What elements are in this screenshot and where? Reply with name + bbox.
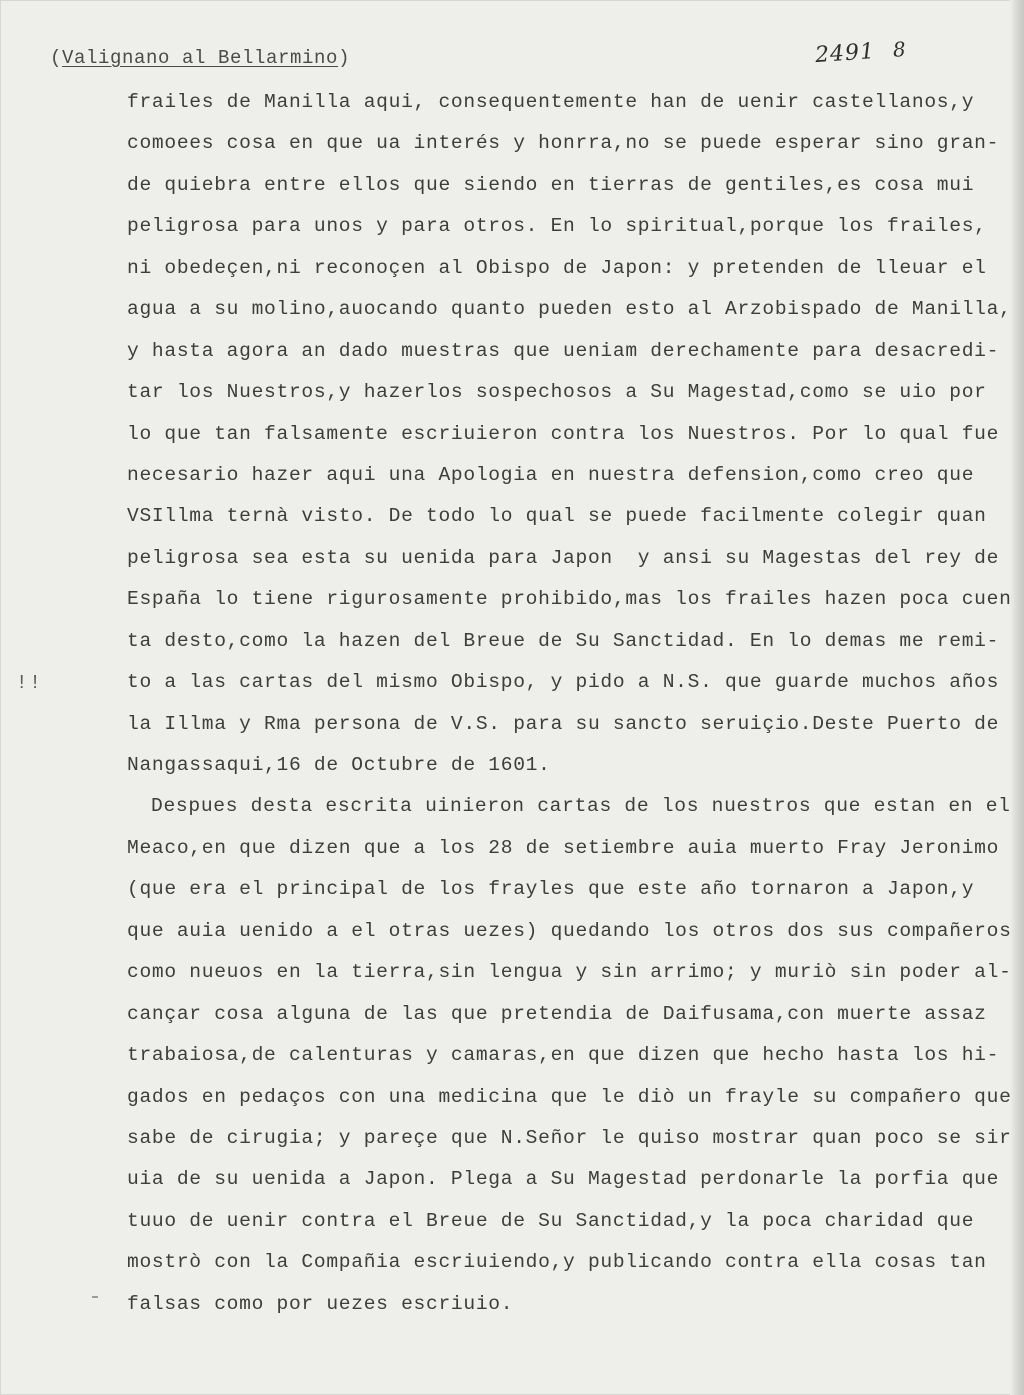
text-line: ta desto,como la hazen del Breue de Su Sanctidad. En lo demas me remi- <box>127 629 1000 652</box>
text-line: tar los Nuestros,y hazerlos sospechosos a Su Magestad,como se uio por <box>127 381 987 404</box>
text-line: Meaco,en que dizen que a los 28 de setiembre auia muerto Fray Jeronimo <box>127 836 1000 859</box>
text-line: necesario hazer aqui una Apologia en nuestra defension,como creo que <box>127 463 975 486</box>
ink-speck <box>92 1296 98 1298</box>
text-line: uia de su uenida a Japon. Plega a Su Magestad perdonarle la porfia que <box>127 1168 1000 1191</box>
text-line: peligrosa sea esta su uenida para Japon y ansi su Magestas del rey de <box>127 546 1000 569</box>
text-line: peligrosa para unos y para otros. En lo spiritual,porque los frailes, <box>127 215 987 238</box>
text-line: comoees cosa en que ua interés y honrra,no se puede esperar sino gran- <box>127 132 1000 155</box>
text-line: VSIllma ternà visto. De todo lo qual se puede facilmente colegir quan <box>127 505 987 528</box>
text-line: que auia uenido a el otras uezes) quedando los otros dos sus compañeros <box>127 919 1012 942</box>
text-line: de quiebra entre ellos que siendo en tierras de gentiles,es cosa mui <box>127 173 975 196</box>
text-line: cançar cosa alguna de las que pretendia de Daifusama,con muerte assaz <box>127 1002 987 1025</box>
letter-body <box>127 82 1012 1325</box>
text-line: España lo tiene rigurosamente prohibido,mas los frailes hazen poca cuen <box>127 588 1012 611</box>
margin-mark: !! <box>16 672 43 694</box>
text-line: y hasta agora an dado muestras que ueniam derechamente para desacredi- <box>127 339 1000 362</box>
text-line: to a las cartas del mismo Obispo, y pido a N.S. que guarde muchos años <box>127 671 1000 694</box>
text-line: lo que tan falsamente escriuieron contra los Nuestros. Por lo qual fue <box>127 422 1000 445</box>
text-line: mostrò con la Compañia escriuiendo,y publicando contra ella cosas tan <box>127 1251 987 1274</box>
text-line: frailes de Manilla aqui, consequentemente han de uenir castellanos,y <box>127 91 975 113</box>
letter-header <box>50 47 350 69</box>
header-close-paren: ) <box>338 47 351 69</box>
text-line: agua a su molino,auocando quanto pueden esto al Arzobispado de Manilla, <box>127 298 1012 321</box>
text-line-paragraph-start: Despues desta escrita uinieron cartas de los nuestros que estan en el <box>151 795 1011 818</box>
text-line: tuuo de uenir contra el Breue de Su Sanctidad,y la poca charidad que <box>127 1209 975 1232</box>
text-line: Nangassaqui,16 de Octubre de 1601. <box>127 754 551 776</box>
folio-number: 2491 <box>814 39 876 69</box>
page-edge-shadow <box>1010 0 1024 1395</box>
text-line: ni obedeçen,ni reconoçen al Obispo de Japon: y pretenden de lleuar el <box>127 256 987 279</box>
text-line: como nueuos en la tierra,sin lengua y sin arrimo; y muriò sin poder al- <box>127 961 1012 984</box>
handwritten-folio <box>814 37 907 68</box>
text-line: trabaiosa,de calenturas y camaras,en que dizen que hecho hasta los hi- <box>127 1044 1000 1067</box>
page-number: 8 <box>892 36 908 62</box>
text-line: falsas como por uezes escriuio. <box>127 1292 514 1315</box>
header-title: Valignano al Bellarmino <box>62 47 339 69</box>
text-line: gados en pedaços con una medicina que le diò un frayle su compañero que <box>127 1085 1012 1108</box>
text-line: la Illma y Rma persona de V.S. para su sancto seruiçio.Deste Puerto de <box>127 712 1000 735</box>
text-line: sabe de cirugia; y pareçe que N.Señor le quiso mostrar quan poco se sir <box>127 1126 1012 1149</box>
header-open-paren: ( <box>50 47 63 69</box>
text-line: (que era el principal de los frayles que este año tornaron a Japon,y <box>127 878 975 901</box>
